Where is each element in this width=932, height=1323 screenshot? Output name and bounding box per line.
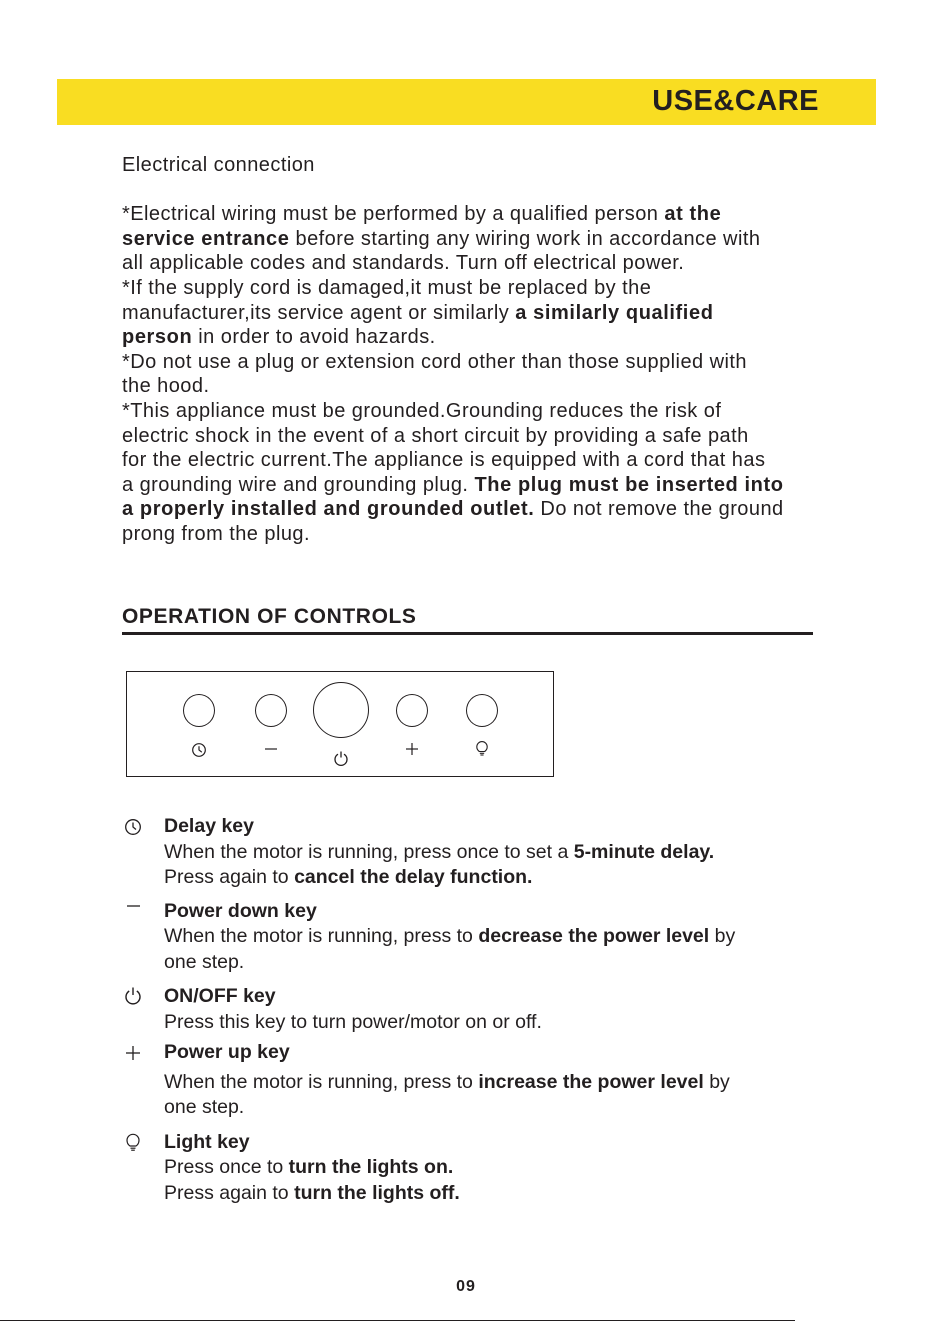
clock-icon [123, 817, 143, 837]
bold-text: a similarly qualified [515, 301, 714, 324]
key-line [164, 924, 840, 950]
light-key-item [120, 1130, 840, 1207]
text: before starting any wiring work in accordance with [289, 227, 761, 250]
electrical-connection-section [122, 153, 892, 547]
text: manufacturer,its service agent or similarly [122, 301, 516, 324]
key-line: Press this key to turn power/motor on or off. [164, 1010, 542, 1033]
key-title: Power down key [164, 899, 317, 922]
text: for the electric current.The appliance is equipped with a cord that has [122, 449, 766, 472]
key-descriptions [120, 814, 840, 1206]
text: a grounding wire and grounding plug. [122, 473, 475, 496]
key-title: ON/OFF key [164, 985, 276, 1007]
text: by [703, 1070, 730, 1093]
bold-text: 5-minute delay. [573, 840, 715, 863]
bulb-icon [123, 1132, 143, 1154]
text: *Do not use a plug or extension cord other than those supplied with [122, 350, 747, 373]
text: *This appliance must be grounded.Grounding reduces the risk of [122, 399, 722, 422]
key-line: one step. [164, 1096, 245, 1118]
power-icon [333, 750, 349, 767]
page-number: 09 [456, 1278, 476, 1295]
text: all applicable codes and standards. Turn off electrical power. [122, 252, 685, 275]
clock-icon [191, 742, 207, 758]
text: *Electrical wiring must be performed by a qualified person [122, 203, 665, 226]
minus-icon [264, 742, 278, 758]
key-line [164, 1155, 840, 1181]
bulb-icon [474, 740, 490, 758]
text: *If the supply cord is damaged,it must be replaced by the [122, 276, 652, 299]
bold-text: person [122, 326, 193, 349]
key-line [164, 865, 840, 891]
footer-rule [0, 1320, 795, 1321]
bold-text: a properly installed and grounded outlet. [122, 498, 535, 521]
power-down-key-item [120, 899, 840, 976]
power-down-button-circle [255, 694, 287, 727]
onoff-button-circle [313, 682, 369, 738]
bold-text: increase the power level [478, 1070, 704, 1093]
text: in order to avoid hazards. [192, 326, 436, 349]
wiring-paragraph [122, 202, 892, 276]
grounding-paragraph [122, 399, 892, 547]
section-title: USE&CARE [652, 85, 819, 117]
electrical-heading: Electrical connection [122, 154, 315, 176]
key-line: one step. [164, 950, 245, 973]
heading-underline [122, 632, 813, 635]
text: Do not remove the ground [534, 498, 784, 521]
bold-text: cancel the delay function. [294, 866, 533, 888]
power-up-button-circle [396, 694, 428, 727]
minus-icon [123, 899, 143, 919]
bold-text: decrease the power level [478, 925, 710, 947]
key-title: Light key [164, 1130, 250, 1153]
plug-paragraph [122, 350, 892, 399]
text: When the motor is running, press once to set a [164, 840, 574, 863]
header-banner [57, 79, 876, 125]
bold-text: turn the lights on. [288, 1156, 454, 1178]
delay-key-item [120, 814, 840, 891]
power-up-key-item [120, 1040, 840, 1121]
text: electric shock in the event of a short circuit by providing a safe path [122, 424, 749, 447]
text: by [709, 925, 736, 947]
bold-text: turn the lights off. [294, 1181, 460, 1204]
plus-icon [404, 741, 420, 757]
text: Press once to [164, 1156, 289, 1178]
key-line [164, 1070, 840, 1096]
bold-text: at the [664, 203, 722, 226]
text: When the motor is running, press to [164, 925, 479, 947]
delay-button-circle [183, 694, 215, 727]
supply-cord-paragraph [122, 276, 892, 350]
key-line [164, 840, 840, 866]
key-title: Delay key [164, 815, 254, 837]
plus-icon [123, 1043, 143, 1063]
power-icon [123, 985, 143, 1007]
text: prong from the plug. [122, 522, 310, 545]
text: the hood. [122, 375, 210, 398]
text: When the motor is running, press to [164, 1070, 479, 1093]
text: Press again to [164, 1181, 295, 1204]
key-title: Power up key [164, 1041, 290, 1063]
text: Press again to [164, 866, 295, 888]
light-button-circle [466, 694, 498, 727]
key-line [164, 1181, 840, 1207]
bold-text: service entrance [122, 227, 290, 250]
spacer [122, 178, 892, 203]
operation-heading: OPERATION OF CONTROLS [122, 605, 417, 628]
bold-text: The plug must be inserted into [474, 473, 784, 496]
control-panel-diagram [126, 671, 554, 777]
onoff-key-item [120, 984, 840, 1035]
